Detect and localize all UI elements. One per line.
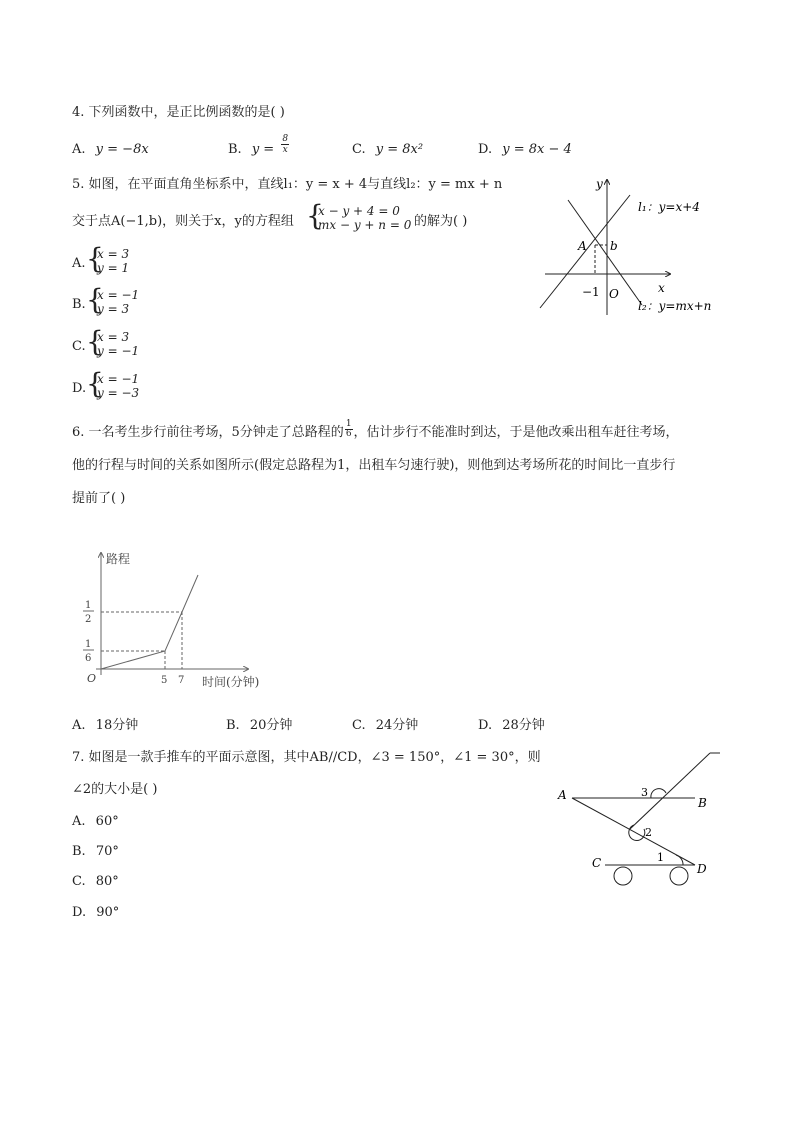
q5-option-b-letter: B. [72,297,86,312]
wheel-right [670,867,688,885]
q6-option-c [352,718,418,734]
q5-option-a-row1: x = 3 [97,247,130,261]
origin-label: O [87,672,97,685]
option-letter: A. [72,814,86,829]
q6-option-d [478,718,545,734]
y-axis-label: y [596,177,603,191]
q4-stem: 4. 下列函数中，是正比例函数的是( ) [72,105,285,120]
q5-option-d-brace: { [86,367,104,400]
q5-option-b-row2: y = 3 [97,302,130,316]
tick-half-num: 1 [85,600,92,611]
option-letter: C. [352,718,366,733]
option-text: 60° [95,814,119,829]
q5-system-row2: mx − y + n = 0 [318,218,412,232]
q5-option-d-letter: D. [72,381,87,396]
q4-option-a [72,142,149,158]
b-label: b [610,239,618,253]
q7-stem-line2: ∠2的大小是( ) [72,782,158,797]
tick-sixth-den: 6 [85,653,92,664]
q6-stem-line1-pre: 6. 一名考生步行前往考场，5分钟走了总路程的 [72,425,344,440]
label-angle-3: 3 [641,786,648,799]
option-expr: y = 8x² [375,142,424,157]
fraction-denominator: x [282,145,288,155]
q5-system-brace: { [306,199,324,232]
label-a: A [558,788,567,802]
angle-1-arc [676,855,683,865]
q5-option-c-row1: x = 3 [97,330,130,344]
graph-polyline [101,575,198,669]
q5-stem-line2: 交于点A(−1,b)，则关于x，y的方程组 [72,214,294,229]
label-b: B [698,796,707,810]
q5-coordinate-figure [530,170,730,320]
option-text: 20分钟 [249,718,293,733]
tick-sixth-num: 1 [85,639,92,650]
option-letter: A. [72,718,86,733]
x-axis-label: x [658,281,665,295]
q6-stem-line1 [72,419,679,442]
label-angle-1: 1 [657,851,664,864]
q7-stem-line1: 7. 如图是一款手推车的平面示意图，其中AB//CD，∠3 = 150°，∠1 = 30°，则 [72,750,541,765]
q4-option-c [352,142,423,158]
option-letter: C. [352,142,366,157]
option-letter: B. [226,718,240,733]
q5-option-d-row2: y = −3 [97,386,140,400]
option-letter: B. [228,142,242,157]
q4-option-d [478,142,572,158]
option-expr: y = 8x − 4 [502,142,572,157]
x-axis-label: 时间(分钟) [202,675,260,689]
q5-stem-line2-end: 的解为( ) [414,214,468,229]
label-c: C [592,856,602,870]
fraction-denominator: 6 [345,429,352,439]
q5-option-a-brace: { [86,242,104,275]
option-letter: D. [478,718,493,733]
y-axis-label: 路程 [106,552,131,566]
option-letter: B. [72,844,86,859]
q5-system-row1: x − y + 4 = 0 [318,204,400,218]
tick-x-7: 7 [178,675,185,686]
q7-option-c [72,874,119,890]
tick-x-5: 5 [161,675,168,686]
option-letter: D. [72,905,87,920]
neg1-label: −1 [582,285,600,299]
option-text: 70° [95,844,119,859]
q5-option-c-letter: C. [72,339,86,354]
label-angle-2: 2 [645,826,652,839]
q5-option-d-row1: x = −1 [97,372,140,386]
q5-option-b-row1: x = −1 [97,288,140,302]
option-text: 90° [96,905,120,920]
option-text: 18分钟 [95,718,139,733]
q6-stem-line1-post: ，估计步行不能准时到达，于是他改乘出租车赶往考场， [353,425,679,440]
option-expr: y = −8x [95,142,149,157]
q6-option-b [226,718,292,734]
tick-half-den: 2 [85,614,92,625]
option-expr-lhs: y = [251,142,275,157]
q5-option-c-row2: y = −1 [97,344,140,358]
q6-option-a [72,718,138,734]
q5-option-a-row2: y = 1 [97,261,130,275]
option-letter: A. [72,142,86,157]
q5-stem-line1: 5. 如图，在平面直角坐标系中，直线l₁：y = x + 4与直线l₂：y = mx + n [72,177,503,192]
q6-stem-line3: 提前了( ) [72,491,126,506]
option-fraction [281,134,289,155]
option-text: 28分钟 [502,718,545,733]
label-d: D [697,862,707,876]
wheel-left [614,867,632,885]
fraction-numerator: 8 [282,134,289,144]
q5-option-a-letter: A. [72,256,86,271]
option-text: 24分钟 [375,718,419,733]
q4-option-b [228,134,289,164]
q6-stem-line2: 他的行程与时间的关系如图所示(假定总路程为1，出租车匀速行驶)，则他到达考场所花的时间比一直步行 [72,458,676,473]
q7-option-d [72,905,119,921]
q7-option-b [72,844,119,860]
l2-label: l₂：y=mx+n [638,299,712,313]
option-text: 80° [95,874,119,889]
origin-label: O [609,287,619,301]
fraction-numerator: 1 [345,419,352,429]
q6-distance-time-graph [76,545,276,695]
q5-option-b-brace: { [86,283,104,316]
l1-label: l₁：y=x+4 [638,200,700,214]
option-letter: C. [72,874,86,889]
q7-option-a [72,814,119,830]
q6-fraction [345,420,353,439]
option-letter: D. [478,142,493,157]
q5-option-c-brace: { [86,325,104,358]
q7-cart-figure [550,745,730,890]
point-a-label: A [578,239,587,253]
